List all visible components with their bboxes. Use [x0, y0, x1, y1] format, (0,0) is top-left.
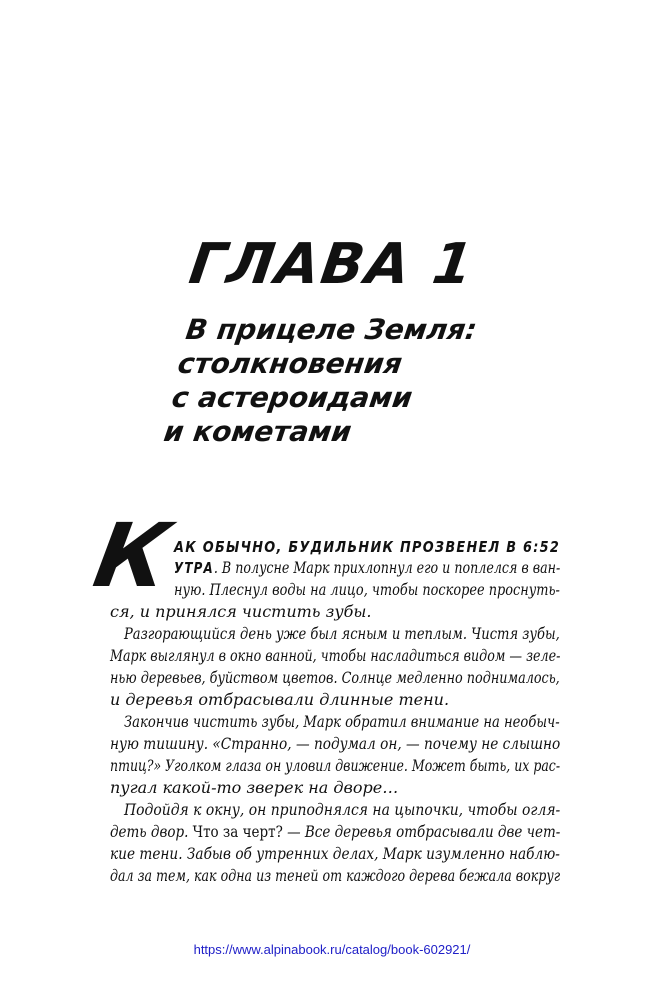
text-line: ную. Плеснул воды на лицо, чтобы поскорее проснуть- — [174, 580, 560, 599]
text-run: — Все деревья отбрасывали две чет- — [282, 822, 561, 841]
text-run: деть двор. — [110, 822, 193, 841]
text-line: Разгорающийся день уже был ясным и теплым. Чистя зубы, — [124, 624, 560, 643]
text-line: дал за тем, как одна из теней от каждого дерева бежала вокруг — [110, 866, 561, 885]
chapter-subtitle-line: и кометами — [161, 415, 354, 448]
drop-cap: К — [87, 504, 178, 607]
smallcaps-run: АК ОБЫЧНО, БУДИЛЬНИК ПРОЗВЕНЕЛ В 6:52 — [174, 538, 561, 556]
text-line: кие тени. Забыв об утренних делах, Марк изумленно наблю- — [110, 844, 560, 863]
text-line: пугал какой-то зверек на дворе… — [110, 778, 399, 797]
footer-url-link[interactable]: https://www.alpinabook.ru/catalog/book-602921/ — [193, 942, 471, 957]
upright-run: Что за черт? — [192, 822, 283, 841]
text-line — [174, 558, 560, 578]
text-line — [110, 822, 560, 842]
chapter-subtitle-line: с астероидами — [169, 381, 415, 414]
text-line: Подойдя к окну, он приподнялся на цыпочки, чтобы огля- — [124, 800, 561, 819]
text-line: и деревья отбрасывали длинные тени. — [110, 690, 450, 709]
text-line: Марк выглянул в окно ванной, чтобы насладиться видом — зеле- — [110, 646, 561, 665]
text-run: . В полусне Марк прихлопнул его и поплелся в ван- — [213, 558, 561, 577]
text-line: ся, и принялся чистить зубы. — [110, 602, 372, 621]
text-line: ную тишину. «Странно, — подумал он, — почему не слышно — [110, 734, 561, 753]
text-line: Закончив чистить зубы, Марк обратил внимание на необыч- — [124, 712, 560, 731]
smallcaps-run: УТРА — [174, 559, 214, 577]
text-line: нью деревьев, буйством цветов. Солнце медленно поднималось, — [110, 668, 560, 687]
chapter-subtitle-line: столкновения — [175, 347, 405, 380]
chapter-title: ГЛАВА 1 — [185, 232, 479, 297]
chapter-subtitle-line: В прицеле Земля: — [183, 313, 479, 346]
text-line: птиц?» Уголком глаза он уловил движение. Может быть, их рас- — [110, 756, 561, 775]
text-line — [174, 537, 560, 557]
